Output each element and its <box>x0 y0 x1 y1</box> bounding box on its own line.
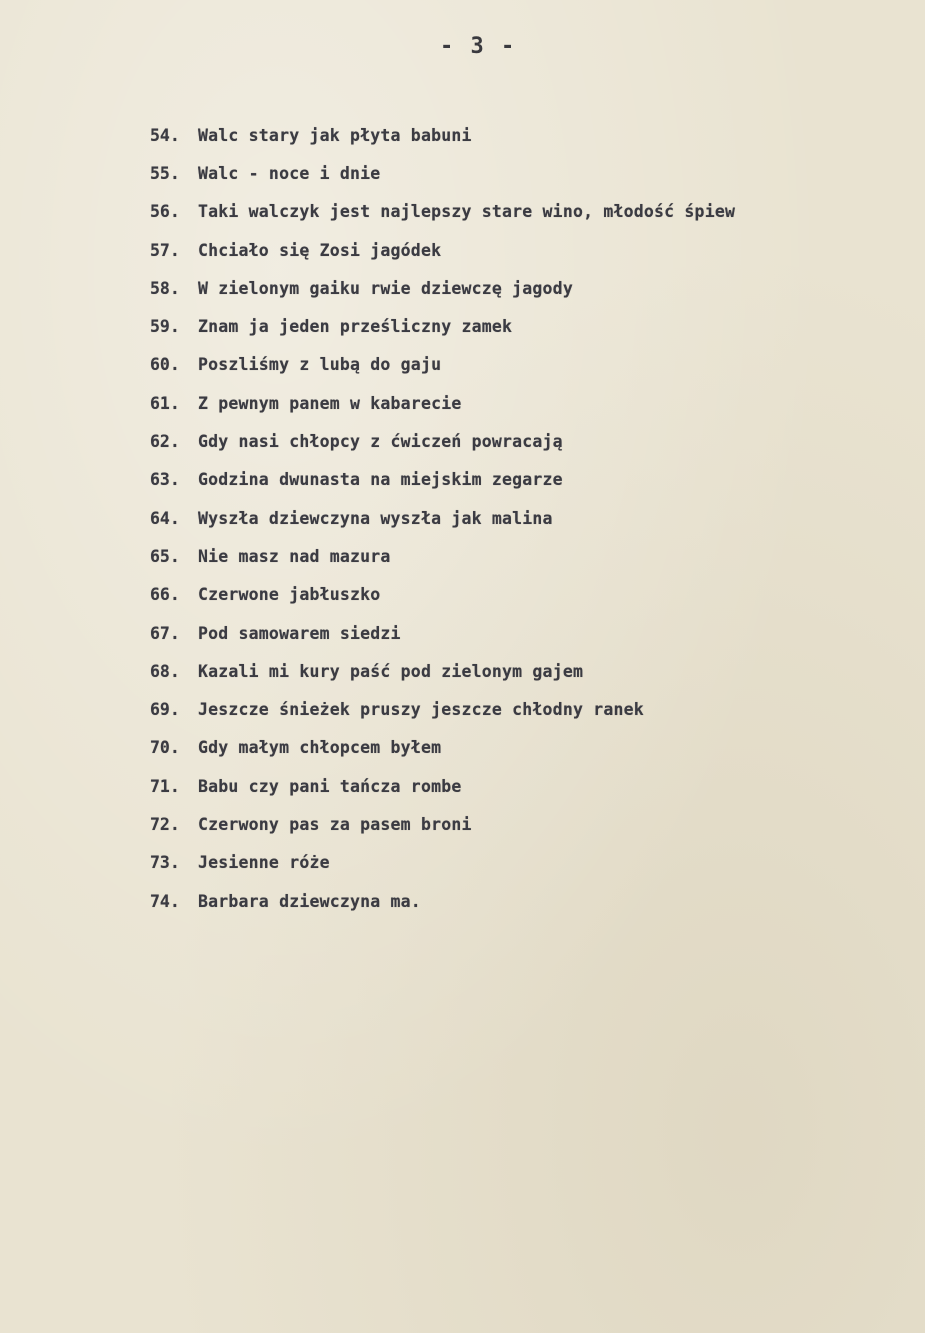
item-number: 59. <box>150 317 180 337</box>
item-number: 67. <box>150 623 180 643</box>
list-item <box>150 690 850 728</box>
item-title: Nie masz nad mazura <box>198 546 391 566</box>
item-title: Kazali mi kury paść pod zielonym gajem <box>198 661 584 681</box>
list-item <box>150 614 850 652</box>
item-title: Poszliśmy z lubą do gaju <box>198 355 442 375</box>
item-number: 70. <box>150 738 180 758</box>
item-title: Chciało się Zosi jagódek <box>198 240 442 260</box>
item-title: Walc stary jak płyta babuni <box>198 125 472 145</box>
list-item <box>150 307 850 345</box>
list-item <box>150 116 850 154</box>
item-number: 54. <box>150 125 180 145</box>
list-item <box>150 729 850 767</box>
list-item <box>150 346 850 384</box>
list-item <box>150 652 850 690</box>
item-title: Czerwone jabłuszko <box>198 585 381 605</box>
list-item <box>150 384 850 422</box>
item-number: 58. <box>150 278 180 298</box>
list-item <box>150 499 850 537</box>
list-item <box>150 231 850 269</box>
item-title: Znam ja jeden prześliczny zamek <box>198 317 513 337</box>
item-number: 56. <box>150 202 180 222</box>
item-number: 74. <box>150 891 180 911</box>
list-item <box>150 537 850 575</box>
list-item <box>150 767 850 805</box>
item-title: Taki walczyk jest najlepszy stare wino, młodość śpiew <box>198 202 736 222</box>
list-item <box>150 844 850 882</box>
item-number: 60. <box>150 355 180 375</box>
item-title: Wyszła dziewczyna wyszła jak malina <box>198 508 553 528</box>
item-number: 63. <box>150 470 180 490</box>
item-title: Gdy małym chłopcem byłem <box>198 738 442 758</box>
item-title: Czerwony pas za pasem broni <box>198 814 472 834</box>
item-number: 65. <box>150 546 180 566</box>
list-item <box>150 193 850 231</box>
song-list <box>150 116 850 920</box>
item-title: Babu czy pani tańcza rombe <box>198 776 462 796</box>
list-item <box>150 576 850 614</box>
item-number: 73. <box>150 853 180 873</box>
item-title: Godzina dwunasta na miejskim zegarze <box>198 470 563 490</box>
item-number: 57. <box>150 240 180 260</box>
item-number: 61. <box>150 393 180 413</box>
item-title: Barbara dziewczyna ma. <box>198 891 421 911</box>
item-title: Jesienne róże <box>198 853 330 873</box>
list-item <box>150 269 850 307</box>
item-number: 71. <box>150 776 180 796</box>
page-number: - 3 - <box>440 34 517 59</box>
item-number: 62. <box>150 432 180 452</box>
item-title: Z pewnym panem w kabarecie <box>198 393 462 413</box>
item-number: 55. <box>150 163 180 183</box>
item-title: Gdy nasi chłopcy z ćwiczeń powracają <box>198 432 563 452</box>
item-title: Pod samowarem siedzi <box>198 623 401 643</box>
item-title: W zielonym gaiku rwie dziewczę jagody <box>198 278 573 298</box>
item-number: 72. <box>150 814 180 834</box>
list-item <box>150 461 850 499</box>
list-item <box>150 882 850 920</box>
list-item <box>150 805 850 843</box>
list-item <box>150 422 850 460</box>
list-item <box>150 154 850 192</box>
item-number: 69. <box>150 700 180 720</box>
item-number: 64. <box>150 508 180 528</box>
item-number: 68. <box>150 661 180 681</box>
item-title: Walc - noce i dnie <box>198 163 381 183</box>
item-number: 66. <box>150 585 180 605</box>
item-title: Jeszcze śnieżek pruszy jeszcze chłodny ranek <box>198 700 644 720</box>
